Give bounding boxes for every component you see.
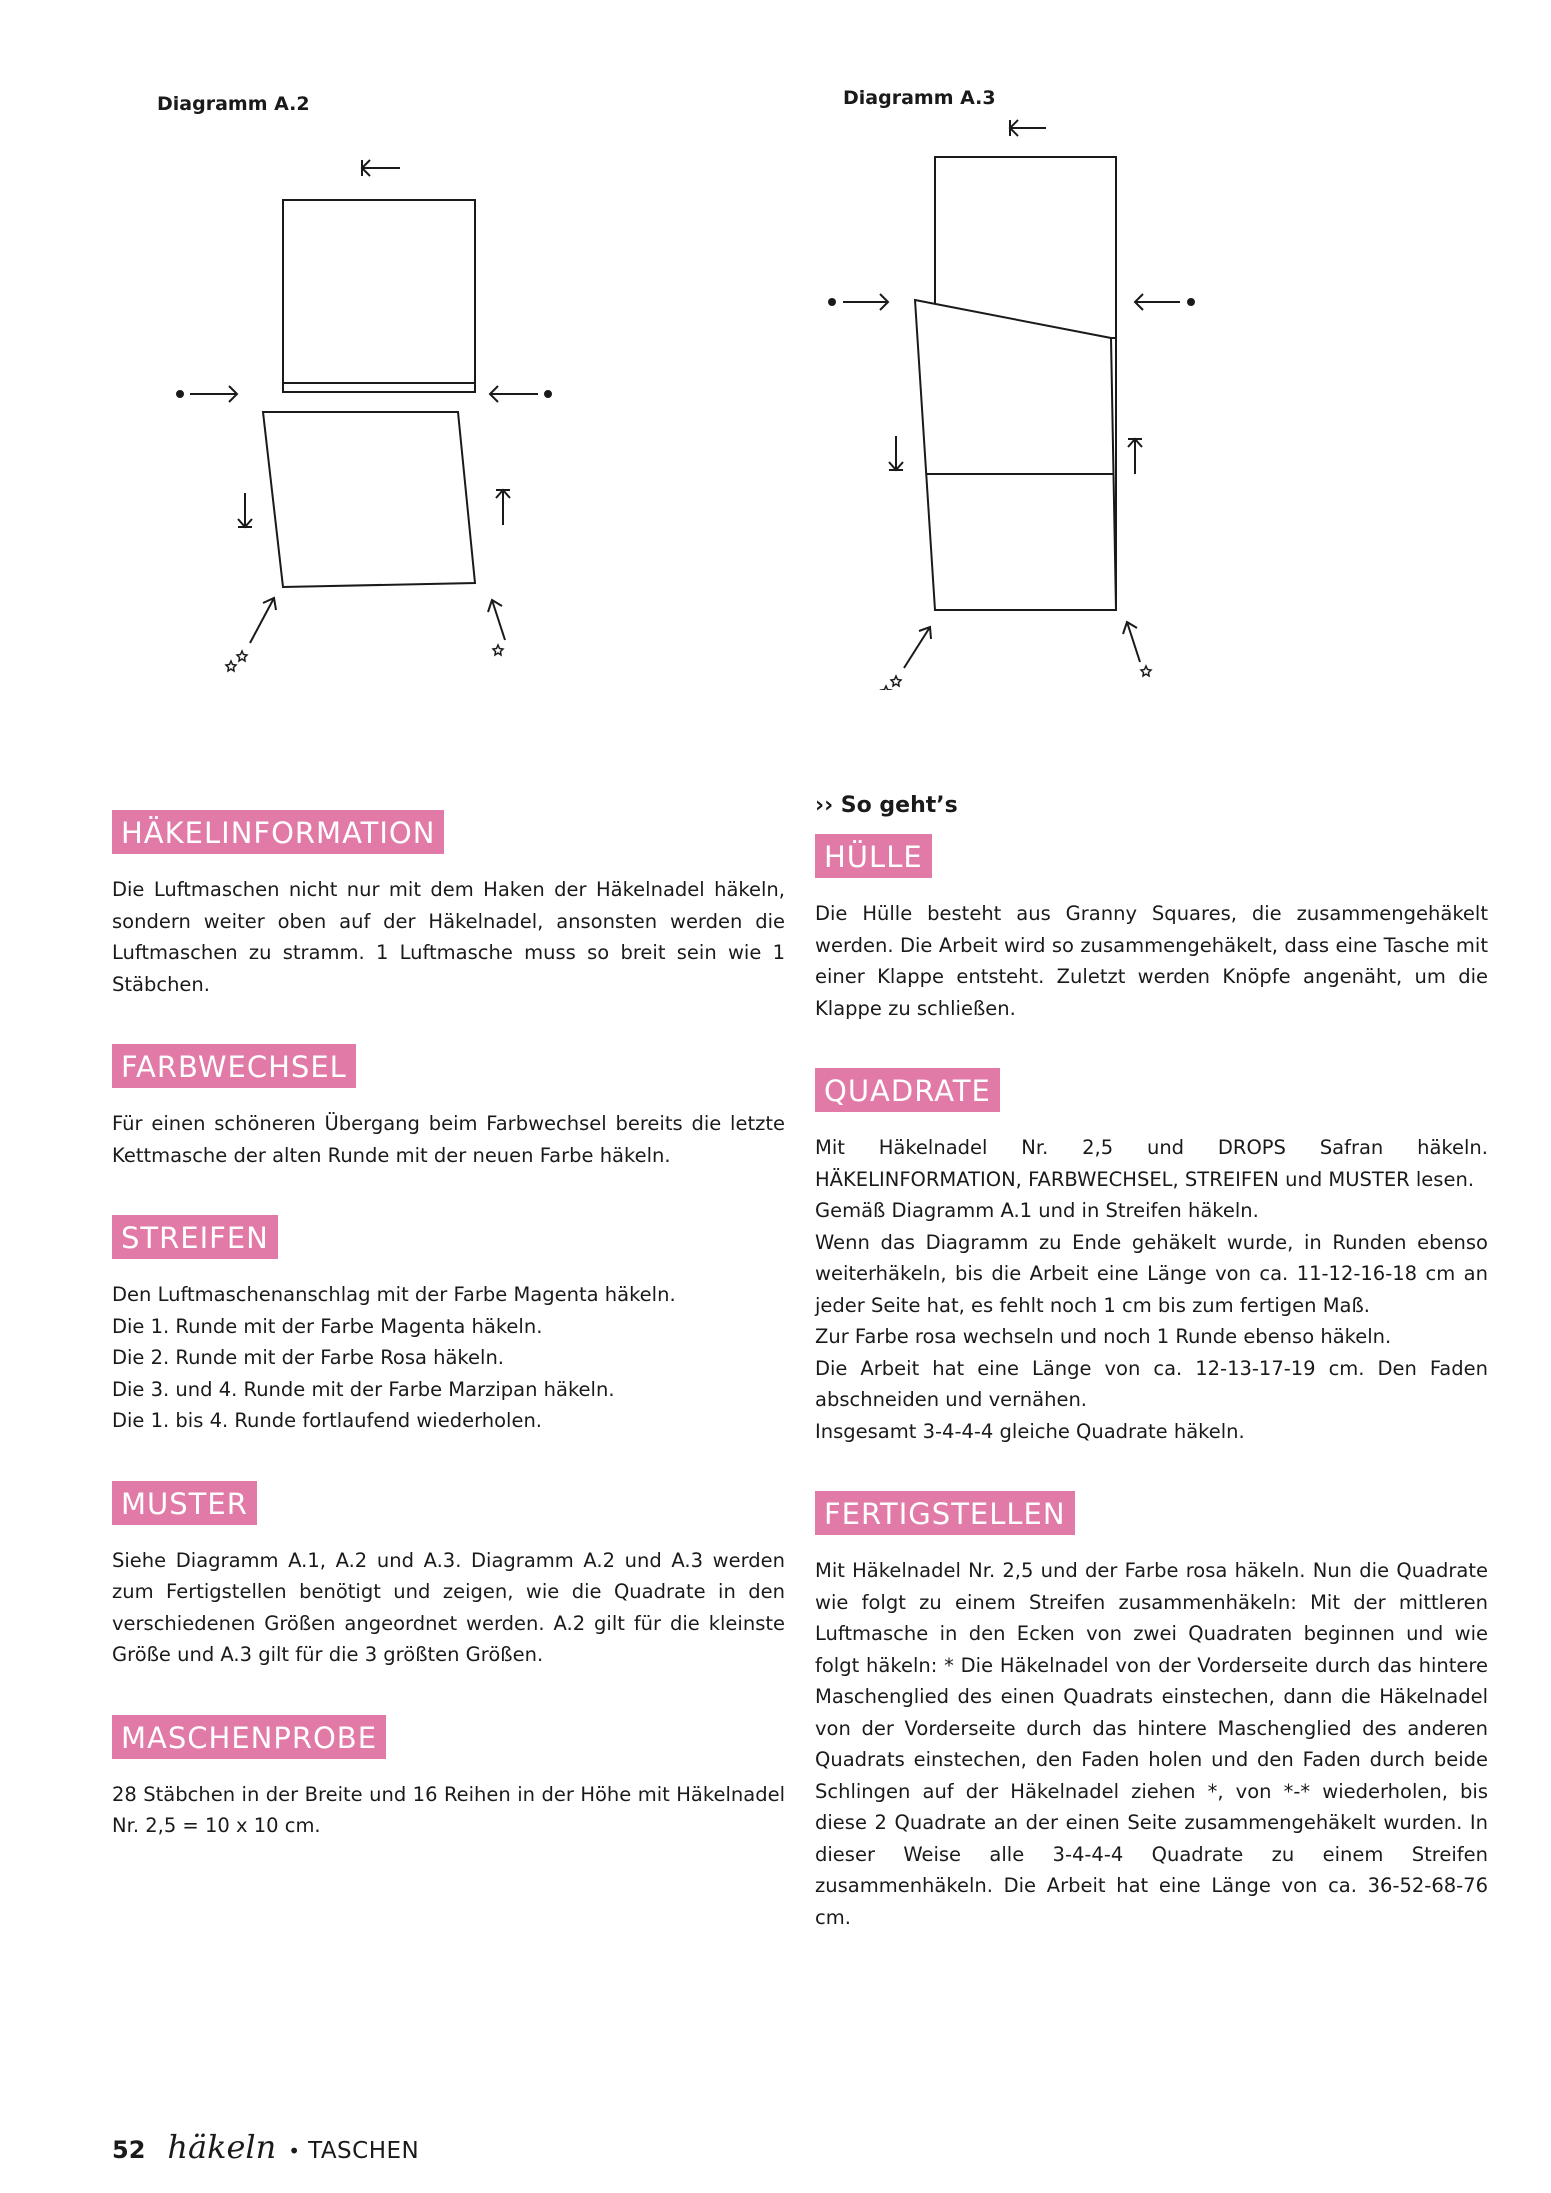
- section-quadrate: [815, 1068, 1488, 1447]
- intro-heading: ›› So geht’s: [815, 793, 958, 818]
- text-line: Die 1. bis 4. Runde fortlaufend wiederholen.: [112, 1409, 543, 1432]
- section-heading: FERTIGSTELLEN: [815, 1491, 1075, 1535]
- section-haekelinformation: [112, 810, 785, 1000]
- a2-arrow-diag-left: [250, 598, 274, 643]
- section-heading: QUADRATE: [815, 1068, 1000, 1112]
- a3-dot-left: [829, 299, 835, 305]
- series-name: TASCHEN: [308, 2138, 420, 2164]
- section-text: Die Hülle besteht aus Granny Squares, die zusammengehäkelt werden. Die Arbeit wird so zusammengehäkelt, dass eine Tasche mit einer Klappe entsteht. Zuletzt werden Knöpfe angenäht, um die Klappe zu schließen.: [815, 902, 1488, 1020]
- section-lines: [815, 1132, 1488, 1447]
- section-muster: [112, 1481, 785, 1671]
- text-line: Die 1. Runde mit der Farbe Magenta häkeln.: [112, 1314, 543, 1338]
- section-heading: MUSTER: [112, 1481, 257, 1525]
- section-lines: [112, 1279, 785, 1437]
- a2-dot-left: [177, 391, 183, 397]
- section-text: Die Luftmaschen nicht nur mit dem Haken der Häkelnadel häkeln, sondern weiter oben auf der Häkelnadel, ansonsten werden die Luftmaschen zu stramm. 1 Luftmasche muss so breit sein wie 1 Stäbchen.: [112, 878, 785, 996]
- text-line: Wenn das Diagramm zu Ende gehäkelt wurde, in Runden ebenso weiterhäkeln, bis die Arbeit eine Länge von ca. 11-12-16-18 cm an jeder Seite hat, es fehlt noch 1 cm bis zum fertigen Maß.: [815, 1230, 1488, 1317]
- a3-star-2: [881, 686, 891, 690]
- right-column: [815, 793, 1488, 1977]
- section-text: Siehe Diagramm A.1, A.2 und A.3. Diagramm A.2 und A.3 werden zum Fertigstellen benötigt und zeigen, wie die Quadrate in den verschiedenen Größen angeordnet werden. A.2 gilt für die kleinste Größe und A.3 gilt für die 3 größten Größen.: [112, 1548, 785, 1666]
- footer-separator: •: [288, 2139, 301, 2163]
- text-line: Die Arbeit hat eine Länge von ca. 12-13-17-19 cm. Den Faden abschneiden und vernähen.: [815, 1356, 1488, 1411]
- a3-dot-right: [1188, 299, 1194, 305]
- section-fertigstellen: [815, 1491, 1488, 1933]
- diagram-a2-title: Diagramm A.2: [157, 93, 310, 115]
- text-line: Den Luftmaschenanschlag mit der Farbe Magenta häkeln.: [112, 1283, 676, 1306]
- section-heading: MASCHENPROBE: [112, 1715, 386, 1759]
- section-heading: STREIFEN: [112, 1215, 278, 1259]
- text-line: Die 2. Runde mit der Farbe Rosa häkeln.: [112, 1346, 504, 1369]
- section-text: Mit Häkelnadel Nr. 2,5 und der Farbe rosa häkeln. Nun die Quadrate wie folgt zu einem Streifen zusammenhäkeln: Mit der mittleren Luftmasche in den Ecken von zwei Quadraten beginnen und wie folgt häkeln: * Die Häkelnadel von der Vorderseite durch das hintere Maschenglied des einen Quadrats einstechen, dann die Häkelnadel von der Vorderseite durch das hintere Maschenglied des anderen Quadrats einstechen, den Faden holen und den Faden durch beide Schlingen auf der Häkelnadel ziehen *, von *-* wiederholen, bis diese 2 Quadrate an der einen Seite zusammengehäkelt wurden. In dieser Weise alle 3-4-4-4 Quadrate zu einem Streifen zusammenhäkeln. Die Arbeit hat eine Länge von ca. 36-52-68-76 cm.: [815, 1559, 1488, 1929]
- a2-star-2: [226, 661, 236, 671]
- a2-arrow-diag-right: [492, 600, 505, 640]
- section-streifen: [112, 1215, 785, 1437]
- text-line: Gemäß Diagramm A.1 und in Streifen häkeln.: [815, 1199, 1259, 1222]
- diagram-a2: [150, 140, 610, 700]
- section-heading: FARBWECHSEL: [112, 1044, 356, 1088]
- section-heading: HÄKELINFORMATION: [112, 810, 444, 854]
- magazine-logo: häkeln: [167, 2128, 277, 2166]
- a3-arrow-diag-left: [904, 627, 930, 668]
- section-maschenprobe: [112, 1715, 785, 1842]
- diagram-a3: [810, 100, 1230, 690]
- text-line: Insgesamt 3-4-4-4 gleiche Quadrate häkeln.: [815, 1419, 1245, 1443]
- a2-slanted-square: [263, 412, 475, 587]
- text-line: Zur Farbe rosa wechseln und noch 1 Runde ebenso häkeln.: [815, 1325, 1392, 1348]
- section-heading: HÜLLE: [815, 834, 932, 878]
- a3-slanted-square: [915, 300, 1116, 610]
- section-huelle: [815, 834, 1488, 1024]
- a3-star-1: [891, 676, 901, 686]
- a2-star-3: [493, 645, 503, 655]
- section-text: 28 Stäbchen in der Breite und 16 Reihen in der Höhe mit Häkelnadel Nr. 2,5 = 10 x 10 cm.: [112, 1782, 785, 1837]
- text-line: Die 3. und 4. Runde mit der Farbe Marzipan häkeln.: [112, 1377, 615, 1401]
- a3-star-3: [1141, 666, 1151, 676]
- diagram-a3-title: Diagramm A.3: [843, 87, 996, 109]
- left-column: [112, 810, 785, 1886]
- page-number: 52: [112, 2136, 146, 2164]
- section-farbwechsel: [112, 1044, 785, 1171]
- text-line: Mit Häkelnadel Nr. 2,5 und DROPS Safran häkeln. HÄKELINFORMATION, FARBWECHSEL, STREIFEN und MUSTER lesen.: [815, 1136, 1488, 1191]
- a2-star-1: [237, 651, 247, 661]
- a3-arrow-diag-right: [1127, 622, 1140, 662]
- page-footer: [112, 2128, 419, 2166]
- section-text: Für einen schöneren Übergang beim Farbwechsel bereits die letzte Kettmasche der alten Runde mit der neuen Farbe häkeln.: [112, 1112, 785, 1167]
- a2-dot-right: [545, 391, 551, 397]
- a2-top-square: [283, 200, 475, 392]
